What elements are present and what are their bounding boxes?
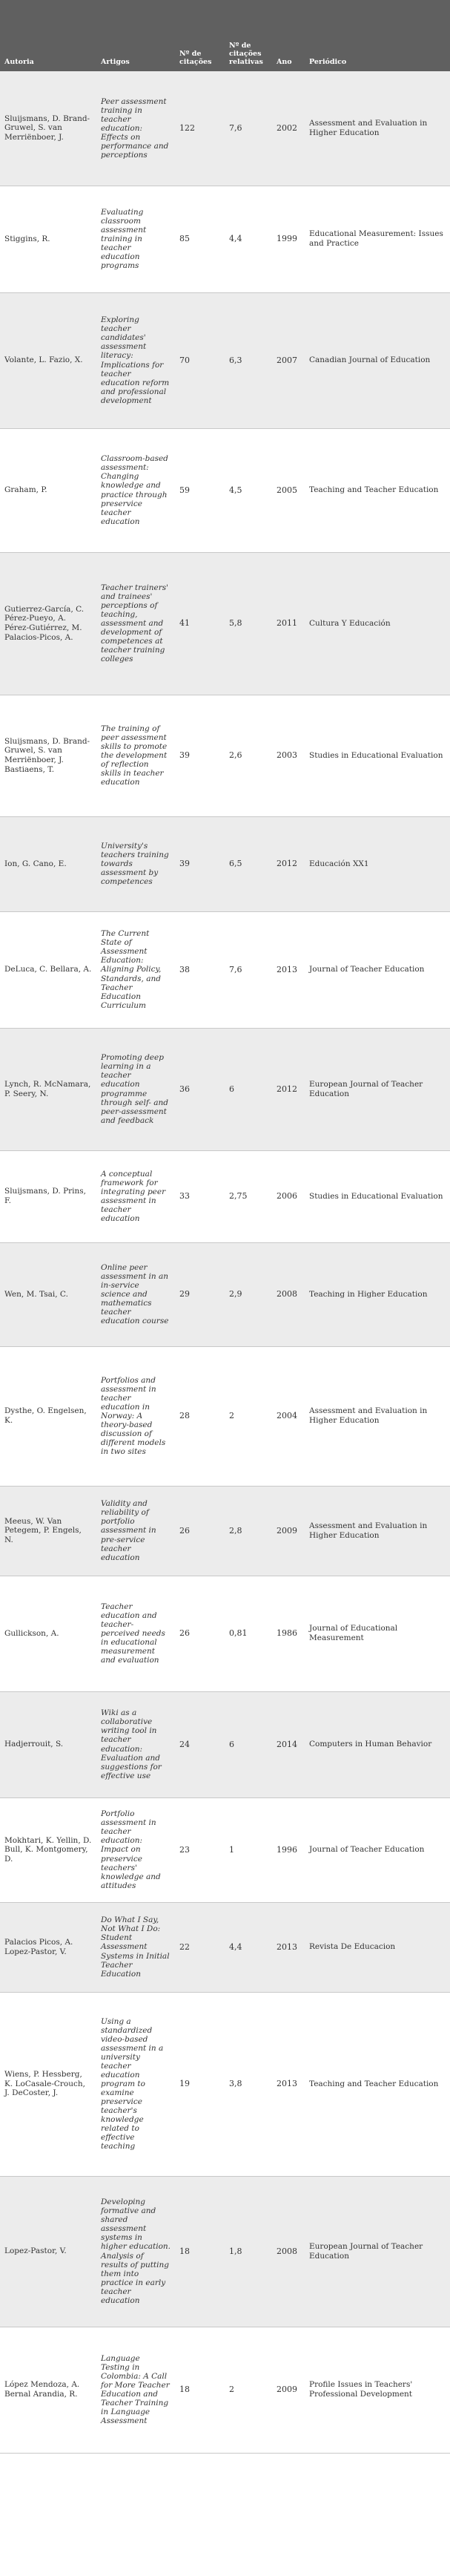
cell-author: Ion, G. Cano, E.: [0, 816, 96, 911]
cell-relative: 2,75: [225, 1150, 272, 1242]
cell-article: The training of peer assessment skills to promote the development of reflection skills in teacher education: [96, 695, 175, 816]
cell-citations: 26: [175, 1486, 225, 1576]
cell-citations: 18: [175, 2176, 225, 2327]
cell-relative: 1,8: [225, 2176, 272, 2327]
table-row: [0, 428, 450, 552]
cell-article: Peer assessment training in teacher education: Effects on performance and perceptions: [96, 71, 175, 186]
cell-citations: 39: [175, 695, 225, 816]
cell-year: 2009: [272, 1486, 305, 1576]
cell-year: 2009: [272, 2327, 305, 2453]
cell-journal: Studies in Educational Evaluation: [305, 1150, 450, 1242]
cell-journal: Teaching and Teacher Education: [305, 428, 450, 552]
cell-relative: 6,3: [225, 292, 272, 428]
cell-author: Lynch, R. McNamara, P. Seery, N.: [0, 1028, 96, 1150]
cell-journal: Journal of Teacher Education: [305, 911, 450, 1028]
cell-relative: 5,8: [225, 552, 272, 695]
cell-author: Volante, L. Fazio, X.: [0, 292, 96, 428]
cell-relative: 2,8: [225, 1486, 272, 1576]
cell-citations: 26: [175, 1576, 225, 1691]
table-row: [0, 911, 450, 1028]
cell-relative: 6: [225, 1691, 272, 1797]
cell-citations: 41: [175, 552, 225, 695]
cell-year: 2013: [272, 911, 305, 1028]
cell-journal: Revista De Educacion: [305, 1902, 450, 1992]
cell-citations: 33: [175, 1150, 225, 1242]
cell-article: Do What I Say, Not What I Do: Student Assessment Systems in Initial Teacher Education: [96, 1902, 175, 1992]
header-year: Ano: [272, 0, 305, 71]
cell-author: Wen, M. Tsai, C.: [0, 1242, 96, 1346]
cell-author: Lopez-Pastor, V.: [0, 2176, 96, 2327]
cell-relative: 7,6: [225, 71, 272, 186]
cell-year: 2012: [272, 1028, 305, 1150]
header-journal: Periódico: [305, 0, 450, 71]
cell-citations: 38: [175, 911, 225, 1028]
cell-journal: Canadian Journal of Education: [305, 292, 450, 428]
table-row: [0, 816, 450, 911]
cell-author: López Mendoza, A. Bernal Arandia, R.: [0, 2327, 96, 2453]
cell-article: Using a standardized video-based assessment in a university teacher education program to examine preservice teacher's knowledge related to effective teaching: [96, 1992, 175, 2176]
cell-author: Meeus, W. Van Petegem, P. Engels, N.: [0, 1486, 96, 1576]
cell-journal: Journal of Teacher Education: [305, 1797, 450, 1902]
cell-relative: 4,4: [225, 1902, 272, 1992]
cell-relative: 2,9: [225, 1242, 272, 1346]
cell-relative: 3,8: [225, 1992, 272, 2176]
cell-year: 2002: [272, 71, 305, 186]
cell-article: Portfolios and assessment in teacher education in Norway: A theory-based discussion of different models in two sites: [96, 1346, 175, 1486]
cell-citations: 29: [175, 1242, 225, 1346]
cell-citations: 85: [175, 186, 225, 292]
header-author: Autoria: [0, 0, 96, 71]
cell-author: Gullickson, A.: [0, 1576, 96, 1691]
cell-article: Wiki as a collaborative writing tool in teacher education: Evaluation and suggestions for effective use: [96, 1691, 175, 1797]
cell-article: Exploring teacher candidates' assessment literacy: Implications for teacher education reform and professional development: [96, 292, 175, 428]
table-row: [0, 2176, 450, 2327]
cell-year: 2008: [272, 1242, 305, 1346]
table-row: [0, 695, 450, 816]
table-row: [0, 1576, 450, 1691]
cell-author: Graham, P.: [0, 428, 96, 552]
cell-citations: 23: [175, 1797, 225, 1902]
cell-journal: Assessment and Evaluation in Higher Education: [305, 1486, 450, 1576]
cell-article: Teacher education and teacher-perceived needs in educational measurement and evaluation: [96, 1576, 175, 1691]
cell-relative: 6: [225, 1028, 272, 1150]
cell-year: 2003: [272, 695, 305, 816]
cell-journal: Studies in Educational Evaluation: [305, 695, 450, 816]
cell-year: 1996: [272, 1797, 305, 1902]
cell-citations: 36: [175, 1028, 225, 1150]
table-row: [0, 1486, 450, 1576]
cell-journal: Profile Issues in Teachers' Professional Development: [305, 2327, 450, 2453]
cell-relative: 7,6: [225, 911, 272, 1028]
cell-citations: 59: [175, 428, 225, 552]
cell-citations: 28: [175, 1346, 225, 1486]
table-row: [0, 1150, 450, 1242]
cell-year: 2013: [272, 1992, 305, 2176]
cell-journal: Educational Measurement: Issues and Practice: [305, 186, 450, 292]
cell-year: 2005: [272, 428, 305, 552]
cell-year: 1986: [272, 1576, 305, 1691]
cell-year: 2013: [272, 1902, 305, 1992]
cell-author: Sluijsmans, D. Brand-Gruwel, S. van Merriënboer, J.: [0, 71, 96, 186]
cell-relative: 4,4: [225, 186, 272, 292]
cell-author: Stiggins, R.: [0, 186, 96, 292]
cell-relative: 6,5: [225, 816, 272, 911]
table-row: [0, 292, 450, 428]
cell-article: Promoting deep learning in a teacher education programme through self- and peer-assessment and feedback: [96, 1028, 175, 1150]
cell-citations: 122: [175, 71, 225, 186]
table-row: [0, 552, 450, 695]
cell-year: 2006: [272, 1150, 305, 1242]
cell-article: Teacher trainers' and trainees' perceptions of teaching, assessment and development of competences at teacher training colleges: [96, 552, 175, 695]
cell-article: A conceptual framework for integrating peer assessment in teacher education: [96, 1150, 175, 1242]
cell-relative: 4,5: [225, 428, 272, 552]
table-row: [0, 1346, 450, 1486]
cell-author: Hadjerrouit, S.: [0, 1691, 96, 1797]
cell-year: 2014: [272, 1691, 305, 1797]
cell-journal: Teaching and Teacher Education: [305, 1992, 450, 2176]
cell-citations: 70: [175, 292, 225, 428]
cell-year: 2007: [272, 292, 305, 428]
cell-article: Classroom-based assessment: Changing knowledge and practice through preservice teacher education: [96, 428, 175, 552]
cell-journal: Cultura Y Educación: [305, 552, 450, 695]
cell-citations: 22: [175, 1902, 225, 1992]
cell-article: University's teachers training towards assessment by competences: [96, 816, 175, 911]
table-row: [0, 1242, 450, 1346]
cell-relative: 2,6: [225, 695, 272, 816]
table-row: [0, 71, 450, 186]
cell-relative: 0,81: [225, 1576, 272, 1691]
cell-author: Sluijsmans, D. Prins, F.: [0, 1150, 96, 1242]
cell-article: Online peer assessment in an in-service science and mathematics teacher education course: [96, 1242, 175, 1346]
cell-year: 2012: [272, 816, 305, 911]
cell-citations: 18: [175, 2327, 225, 2453]
cell-citations: 19: [175, 1992, 225, 2176]
table-row: [0, 2327, 450, 2453]
cell-article: Developing formative and shared assessment systems in higher education. Analysis of results of putting them into practice in early teacher education: [96, 2176, 175, 2327]
cell-article: Evaluating classroom assessment training in teacher education programs: [96, 186, 175, 292]
cell-citations: 24: [175, 1691, 225, 1797]
cell-year: 2004: [272, 1346, 305, 1486]
cell-author: Wiens, P. Hessberg, K. LoCasale-Crouch, J. DeCoster, J.: [0, 1992, 96, 2176]
table-row: [0, 1797, 450, 1902]
cell-author: DeLuca, C. Bellara, A.: [0, 911, 96, 1028]
cell-journal: Teaching in Higher Education: [305, 1242, 450, 1346]
header-citations: Nº de citações: [175, 0, 225, 71]
cell-author: Mokhtari, K. Yellin, D. Bull, K. Montgomery, D.: [0, 1797, 96, 1902]
cell-article: Portfolio assessment in teacher education: Impact on preservice teachers' knowledge and attitudes: [96, 1797, 175, 1902]
cell-relative: 1: [225, 1797, 272, 1902]
cell-year: 2011: [272, 552, 305, 695]
table-row: [0, 1028, 450, 1150]
cell-journal: European Journal of Teacher Education: [305, 2176, 450, 2327]
cell-journal: Assessment and Evaluation in Higher Education: [305, 1346, 450, 1486]
cell-journal: European Journal of Teacher Education: [305, 1028, 450, 1150]
cell-article: The Current State of Assessment Education: Aligning Policy, Standards, and Teacher Education Curriculum: [96, 911, 175, 1028]
header-row: [0, 0, 450, 71]
cell-year: 2008: [272, 2176, 305, 2327]
table-row: [0, 1691, 450, 1797]
cell-citations: 39: [175, 816, 225, 911]
table-row: [0, 1902, 450, 1992]
cell-author: Dysthe, O. Engelsen, K.: [0, 1346, 96, 1486]
cell-journal: Computers in Human Behavior: [305, 1691, 450, 1797]
cell-author: Gutierrez-García, C. Pérez-Pueyo, A. Pérez-Gutiérrez, M. Palacios-Picos, A.: [0, 552, 96, 695]
table-row: [0, 1992, 450, 2176]
cell-relative: 2: [225, 1346, 272, 1486]
cell-journal: Assessment and Evaluation in Higher Education: [305, 71, 450, 186]
cell-article: Validity and reliability of portfolio assessment in pre-service teacher education: [96, 1486, 175, 1576]
cell-author: Sluijsmans, D. Brand-Gruwel, S. van Merriënboer, J. Bastiaens, T.: [0, 695, 96, 816]
header-relative-citations: Nº de citações relativas: [225, 0, 272, 71]
cell-article: Language Testing in Colombia: A Call for More Teacher Education and Teacher Training in Language Assessment: [96, 2327, 175, 2453]
cell-journal: Journal of Educational Measurement: [305, 1576, 450, 1691]
cell-journal: Educación XX1: [305, 816, 450, 911]
table-row: [0, 186, 450, 292]
cell-year: 1999: [272, 186, 305, 292]
cell-author: Palacios Picos, A. Lopez-Pastor, V.: [0, 1902, 96, 1992]
cell-relative: 2: [225, 2327, 272, 2453]
header-article: Artigos: [96, 0, 175, 71]
